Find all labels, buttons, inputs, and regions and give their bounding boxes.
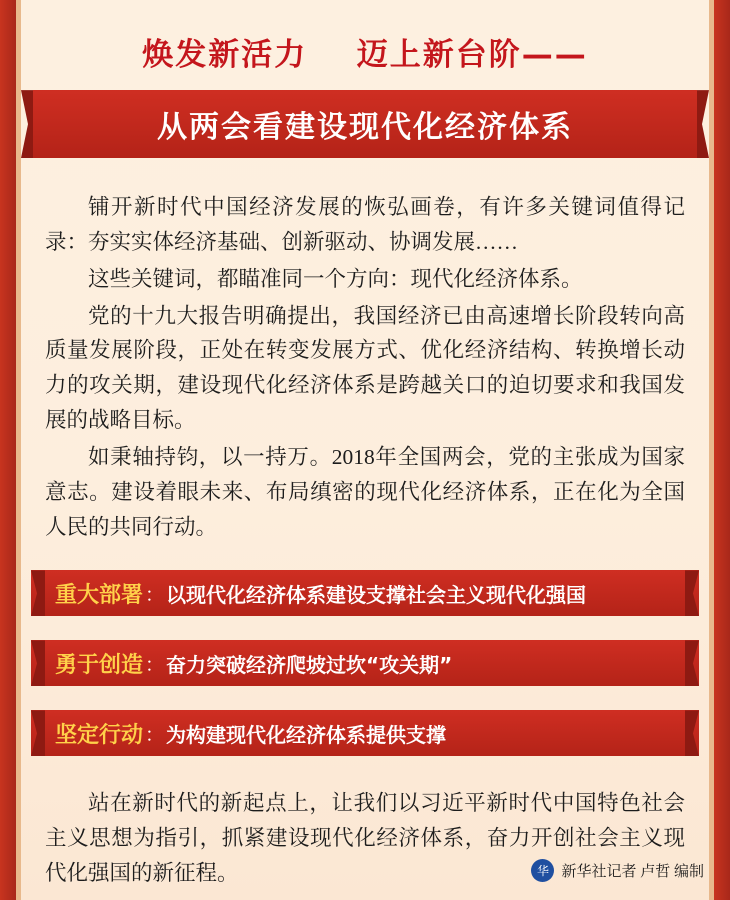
intro-paragraph-4: 如秉轴持钧，以一持万。2018年全国两会，党的主张成为国家意志。建设着眼未来、布局缜密的现代化经济体系，正在化为全国人民的共同行动。 [45,444,685,539]
title-banner [21,90,709,158]
intro-paragraph-1: 铺开新时代中国经济发展的恢弘画卷，有许多关键词值得记录：夯实实体经济基础、创新驱动、协调发展…… [45,195,685,254]
key-point-bar-3 [31,710,699,756]
key-point-bar-1 [31,570,699,616]
xinhua-logo-glyph: 华 [536,863,549,878]
key-point-text-2: 奋力突破经济爬坡过坎“攻关期” [166,652,453,677]
key-point-colon-2: ： [145,653,165,676]
poster-content [21,0,709,900]
key-point-colon-1: ： [145,583,165,606]
banner-body [33,90,697,158]
key-point-bar-2 [31,640,699,686]
key-point-label-2: 勇于创造 [55,652,144,678]
key-point-label-1: 重大部署 [55,582,144,608]
banner-title: 从两会看建设现代化经济体系 [157,110,573,146]
key-point-colon-3: ： [145,723,165,746]
key-point-label-3: 坚定行动 [55,722,144,748]
left-border-stripe [0,0,16,900]
key-point-text-1: 以现代化经济体系建设支撑社会主义现代化强国 [166,582,587,607]
kicker-part-2: 迈上新台阶—— [356,37,588,73]
intro-text-block [45,190,685,544]
kicker-line [21,38,709,72]
intro-paragraph-3: 党的十九大报告明确提出，我国经济已由高速增长阶段转向高质量发展阶段，正处在转变发展方式、优化经济结构、转换增长动力的攻关期，建设现代化经济体系是跨越关口的迫切要求和我国发展的战略目标。 [45,303,685,433]
right-border-stripe [714,0,730,900]
key-point-text-3: 为构建现代化经济体系提供支撑 [166,722,447,747]
credit-line [531,859,704,882]
intro-paragraph-2: 这些关键词，都瞄准同一个方向：现代化经济体系。 [88,266,583,291]
xinhua-logo-icon [531,859,554,882]
key-points-list [31,570,699,756]
closing-paragraph-1: 站在新时代的新起点上，让我们以习近平新时代中国特色社会主义思想为指引，抓紧建设现代化经济体系，奋力开创社会主义现代化强国的新征程。 [45,791,685,886]
credit-text: 新华社记者 卢哲 编制 [561,864,704,880]
kicker-part-1: 焕发新活力 [142,37,308,73]
right-inner-stripe [709,0,714,900]
